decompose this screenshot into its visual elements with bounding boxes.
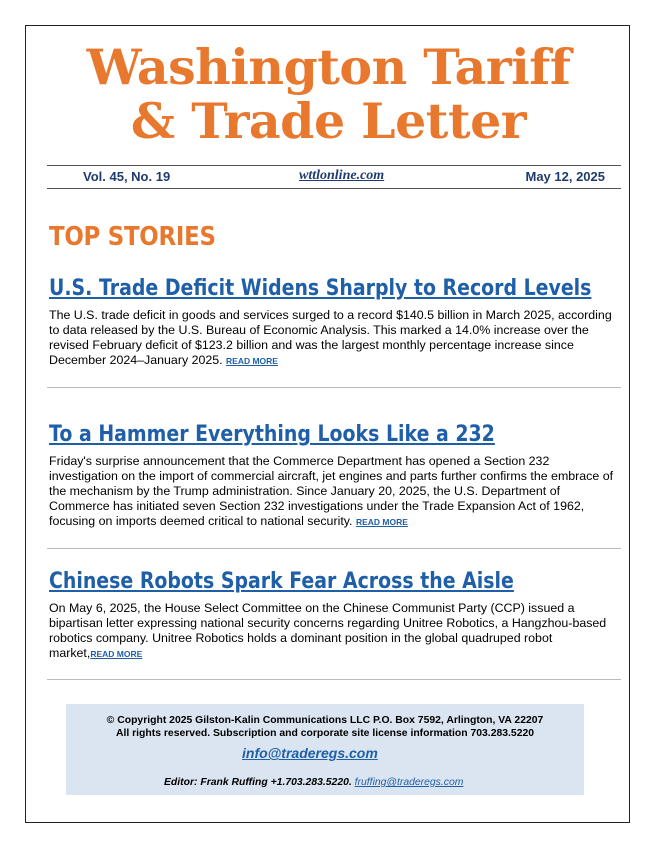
- story-3-read-more-link[interactable]: READ MORE: [90, 649, 143, 659]
- story-2-read-more-link[interactable]: READ MORE: [355, 517, 408, 527]
- story-1-read-more-link[interactable]: READ MORE: [226, 356, 278, 366]
- story-1: [49, 276, 619, 369]
- story-3-text: On May 6, 2025, the House Select Committee on the Chinese Communist Party (CCP) issued a bipartisan letter expressing national security concerns regarding Unitree Robotics, a Hangzhou-based robotics company. Unitree Robotics holds a dominant position in the global quadruped robot market,: [49, 601, 607, 660]
- story-3-headline-link[interactable]: Chinese Robots Spark Fear Across the Aisle: [49, 569, 514, 594]
- masthead: [26, 40, 631, 148]
- masthead-line-2: & Trade Letter: [130, 92, 527, 150]
- story-1-body: [49, 308, 619, 369]
- issue-bar: [47, 165, 621, 189]
- divider: [47, 387, 621, 388]
- divider: [47, 548, 621, 549]
- section-title: TOP STORIES: [49, 222, 216, 252]
- story-2: [49, 422, 619, 530]
- story-2-headline-link[interactable]: To a Hammer Everything Looks Like a 232: [49, 422, 495, 447]
- masthead-line-1: Washington Tariff: [86, 38, 571, 96]
- editor-line: [164, 777, 463, 788]
- story-1-text: The U.S. trade deficit in goods and services surged to a record $140.5 billion in March 2025, according to data released by the U.S. Bureau of Economic Analysis. This marked a 14.0% increase over the revised February deficit of $123.2 billion and was the largest monthly percentage increase since December 2024–January 2025.: [49, 308, 612, 367]
- story-1-headline-link[interactable]: U.S. Trade Deficit Widens Sharply to Record Levels: [49, 276, 592, 301]
- editor-text: Editor: Frank Ruffing +1.703.283.5220.: [164, 777, 355, 788]
- copyright-line-2: All rights reserved. Subscription and corporate site license information 703.283.5220: [115, 728, 535, 739]
- newsletter-page: [25, 25, 630, 823]
- issue-date: May 12, 2025: [525, 169, 605, 184]
- copyright-line-1: © Copyright 2025 Gilston-Kalin Communications LLC P.O. Box 7592, Arlington, VA 22207: [106, 715, 544, 726]
- website-link[interactable]: wttlonline.com: [299, 168, 385, 183]
- editor-email-link[interactable]: fruffing@traderegs.com: [354, 777, 464, 788]
- story-2-body: [49, 454, 619, 530]
- story-3-body: [49, 601, 619, 662]
- footer-box: [66, 704, 584, 795]
- copyright-block: [66, 714, 584, 740]
- info-email-link[interactable]: info@traderegs.com: [242, 745, 378, 761]
- story-2-text: Friday's surprise announcement that the Commerce Department has opened a Section 232 investigation on the import of commercial aircraft, jet engines and parts further confirms the embrace of the mechanism by the Trump administration. Since January 20, 2025, the U.S. Department of Commerce has initiated seven Section 232 investigations under the Trade Expansion Act of 1962, focusing on imports deemed critical to national security.: [49, 454, 614, 528]
- divider: [47, 679, 621, 680]
- story-3: [49, 569, 619, 662]
- issue-volume: Vol. 45, No. 19: [83, 169, 171, 184]
